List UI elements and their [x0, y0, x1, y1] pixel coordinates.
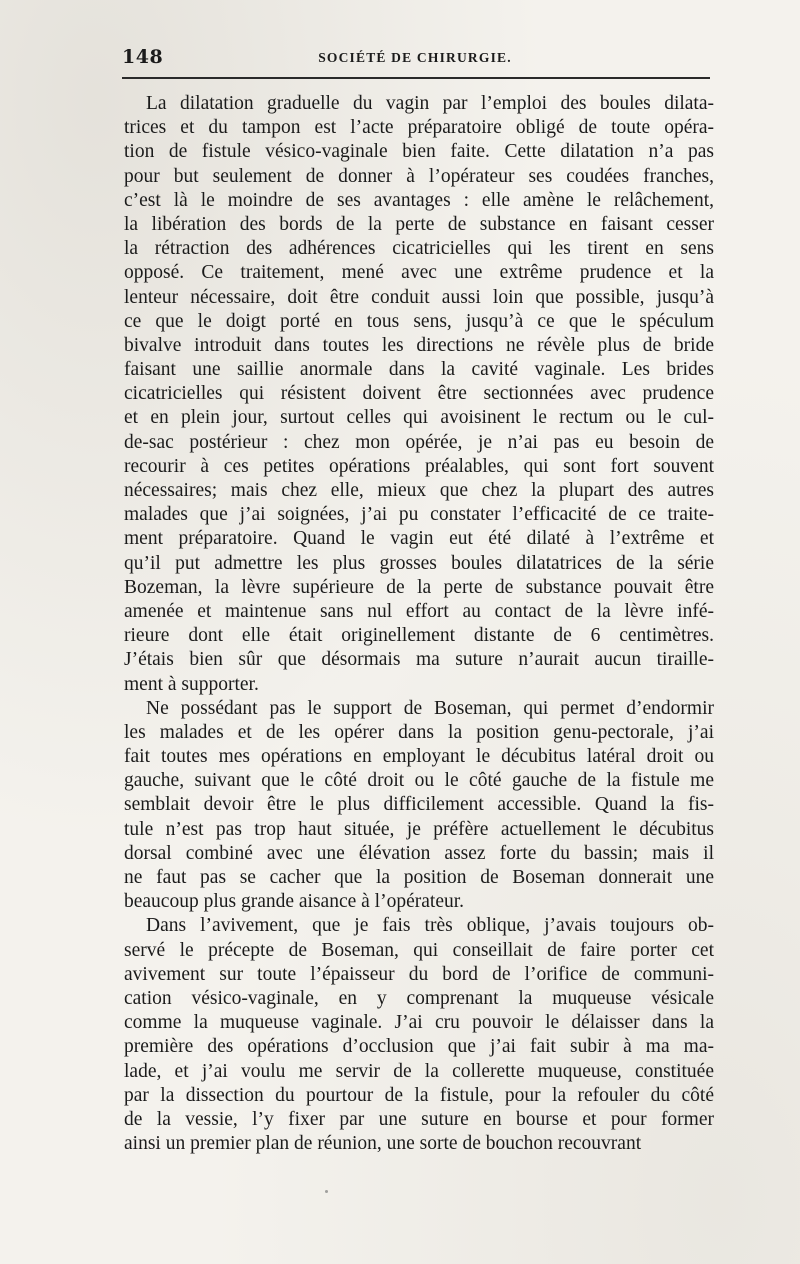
text-line: faisant une saillie anormale dans la cavité vaginale. Les brides — [124, 359, 714, 381]
text-line: J’étais bien sûr que désormais ma suture n’aurait aucun tiraille- — [124, 649, 714, 671]
text-line: opposé. Ce traitement, mené avec une extrême prudence et la — [124, 262, 714, 284]
text-line: Ne possédant pas le support de Boseman, qui permet d’endormir — [146, 697, 714, 719]
text-line: ment préparatoire. Quand le vagin eut été dilaté à l’extrême et — [124, 528, 714, 550]
text-line: servé le précepte de Boseman, qui conseillait de faire porter cet — [124, 939, 714, 961]
body-text — [124, 92, 714, 1156]
paragraph — [124, 92, 714, 697]
text-line: semblait devoir être le plus difficilement accessible. Quand la fis- — [124, 794, 714, 816]
text-line: fait toutes mes opérations en employant le décubitus latéral droit ou — [124, 746, 714, 768]
paragraph — [124, 914, 714, 1156]
text-line: gauche, suivant que le côté droit ou le côté gauche de la fistule me — [124, 770, 714, 792]
text-line: cation vésico-vaginale, en y comprenant la muqueuse vésicale — [124, 987, 714, 1009]
text-line: trices et du tampon est l’acte préparatoire obligé de toute opéra- — [124, 117, 714, 139]
text-line: nécessaires; mais chez elle, mieux que chez la plupart des autres — [124, 480, 714, 501]
text-line: c’est là le moindre de ses avantages : elle amène le relâchement, — [124, 189, 714, 211]
text-line: lenteur nécessaire, doit être conduit aussi loin que possible, jusqu’à — [124, 286, 714, 308]
text-line: pour but seulement de donner à l’opérateur ses coudées franches, — [124, 165, 714, 187]
text-line: Dans l’avivement, que je fais très oblique, j’avais toujours ob- — [146, 915, 714, 937]
text-line: lade, et j’ai voulu me servir de la collerette muqueuse, constituée — [124, 1060, 714, 1082]
text-line: beaucoup plus grande aisance à l’opérateur. — [124, 891, 465, 913]
text-line: la libération des bords de la perte de substance en faisant cesser — [124, 213, 714, 235]
text-line: amenée et maintenue sans nul effort au contact de la lèvre infé- — [124, 600, 714, 622]
text-line: Bozeman, la lèvre supérieure de la perte de substance pouvait être — [124, 576, 714, 598]
ink-speck — [325, 1190, 328, 1193]
text-line: ainsi un premier plan de réunion, une sorte de bouchon recouvrant — [124, 1133, 642, 1155]
text-line: La dilatation graduelle du vagin par l’emploi des boules dilata- — [146, 93, 714, 114]
text-line: et en plein jour, surtout celles qui avoisinent le rectum ou le cul- — [124, 407, 714, 429]
text-line: de la vessie, l’y fixer par une suture en bourse et pour former — [124, 1108, 714, 1130]
running-title: SOCIÉTÉ DE CHIRURGIE. — [318, 50, 512, 65]
text-line: cicatricielles qui résistent doivent être sectionnées avec prudence — [124, 383, 714, 405]
text-line: de-sac postérieur : chez mon opérée, je n’ai pas eu besoin de — [124, 431, 714, 453]
text-line: recourir à ces petites opérations préalables, qui sont fort souvent — [124, 455, 714, 477]
text-line: dorsal combiné avec une élévation assez forte du bassin; mais il — [124, 842, 714, 864]
text-line: comme la muqueuse vaginale. J’ai cru pouvoir le délaisser dans la — [124, 1012, 714, 1034]
text-line: avivement sur toute l’épaisseur du bord de l’orifice de communi- — [124, 963, 714, 985]
text-line: rieure dont elle était originellement distante de 6 centimètres. — [124, 625, 714, 647]
text-line: la rétraction des adhérences cicatricielles qui les tirent en sens — [124, 238, 714, 260]
text-line: première des opérations d’occlusion que j’ai fait subir à ma ma- — [124, 1036, 714, 1058]
text-line: qu’il put admettre les plus grosses boules dilatatrices de la série — [124, 552, 714, 574]
text-line: ne faut pas se cacher que la position de Boseman donnerait une — [124, 867, 714, 888]
header-rule — [122, 77, 710, 79]
text-line: tule n’est pas trop haut située, je préfère actuellement le décubitus — [124, 818, 714, 840]
text-line: ce que le doigt porté en tous sens, jusqu’à ce que le spéculum — [124, 310, 714, 332]
text-line: malades que j’ai soignées, j’ai pu constater l’efficacité de ce traite- — [124, 504, 714, 526]
text-line: ment à supporter. — [124, 673, 259, 695]
page-number: 148 — [122, 46, 164, 68]
paragraph — [124, 697, 714, 915]
text-line: les malades et de les opérer dans la position genu-pectorale, j’ai — [124, 721, 714, 743]
text-line: bivalve introduit dans toutes les directions ne révèle plus de bride — [124, 334, 714, 356]
page-header — [118, 44, 712, 74]
text-line: par la dissection du pourtour de la fistule, pour la refouler du côté — [124, 1084, 714, 1106]
text-line: tion de fistule vésico-vaginale bien faite. Cette dilatation n’a pas — [124, 141, 714, 163]
